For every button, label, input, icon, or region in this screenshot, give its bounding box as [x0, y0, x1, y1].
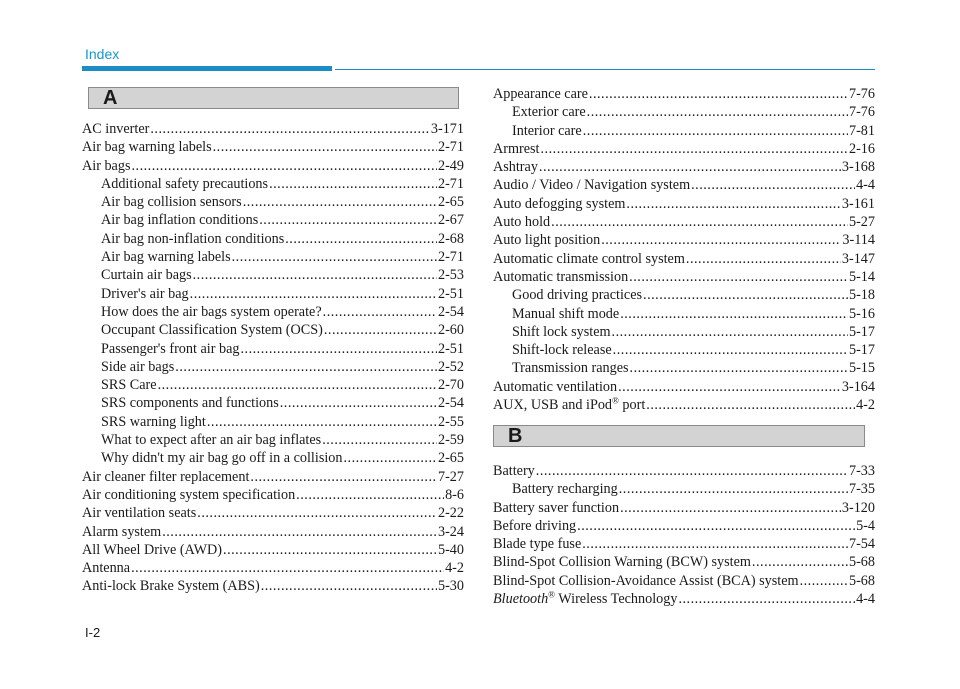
index-entry-term: Why didn't my air bag go off in a collision [101, 450, 343, 467]
dot-leader [686, 250, 841, 268]
index-entry-term: Driver's air bag [101, 285, 189, 302]
index-entry[interactable] [82, 285, 464, 303]
index-entry[interactable] [82, 559, 464, 577]
index-entry-name [101, 285, 189, 303]
index-entry-name [493, 378, 617, 396]
index-entry-page: 2-65 [437, 194, 464, 211]
index-entry-page: 5-17 [848, 323, 875, 340]
dot-leader [691, 176, 855, 194]
dot-leader [190, 285, 437, 303]
index-entry-name [82, 559, 130, 577]
index-entry-name [512, 286, 642, 304]
index-entry[interactable] [82, 376, 464, 394]
index-entry-name [512, 103, 586, 121]
index-entry-name [101, 321, 323, 339]
index-entry-name [101, 449, 342, 467]
index-entry-name [82, 468, 249, 486]
index-entry-name [493, 590, 677, 608]
dot-leader [612, 323, 848, 341]
index-entry-page: 2-70 [437, 377, 464, 394]
dot-leader [541, 140, 848, 158]
index-entry-name [512, 323, 611, 341]
dot-leader [589, 85, 848, 103]
dot-leader [261, 577, 437, 595]
index-entry-page: 7-27 [437, 468, 464, 485]
index-entry-page: 2-71 [437, 139, 464, 156]
index-entry[interactable] [493, 268, 875, 286]
index-entry-page: 4-2 [856, 397, 875, 414]
index-entry-term: Air bag warning labels [101, 249, 231, 266]
index-entry-page: 7-76 [848, 86, 875, 102]
index-entry-page: 7-76 [848, 104, 875, 121]
index-entry[interactable] [82, 413, 464, 431]
index-entry-page: 5-4 [856, 517, 875, 534]
index-entry-term: Battery [493, 463, 535, 479]
index-entry-page: 2-71 [437, 175, 464, 192]
index-entry-page: 2-51 [437, 340, 464, 357]
index-entry-page: 5-16 [848, 305, 875, 322]
index-entry[interactable] [493, 85, 875, 103]
index-entry-page: 2-55 [437, 413, 464, 430]
index-entry-page: 3-147 [841, 250, 875, 267]
index-entry-name [101, 248, 231, 266]
index-entry-name [493, 195, 625, 213]
page-header-title: Index [85, 46, 120, 62]
dot-leader [629, 268, 848, 286]
index-entry-page: 2-49 [437, 157, 464, 174]
index-entry-page: 2-71 [437, 249, 464, 266]
dot-leader [678, 590, 855, 608]
index-entry[interactable] [82, 523, 464, 541]
index-entry-name [512, 480, 618, 498]
index-entry[interactable] [493, 572, 875, 590]
index-entry-name [82, 486, 295, 504]
index-entry[interactable] [493, 250, 875, 268]
dot-leader [618, 378, 841, 396]
index-entry-name [101, 230, 284, 248]
index-entry[interactable] [493, 341, 875, 359]
index-entry-term: Air ventilation seats [82, 505, 197, 522]
index-entry-name [493, 176, 690, 194]
index-entry[interactable] [82, 321, 464, 339]
index-entry[interactable] [82, 138, 464, 156]
index-entry-term: Side air bags [101, 358, 175, 375]
index-entry-page: 2-51 [437, 285, 464, 302]
index-entry[interactable] [493, 176, 875, 194]
index-entry-term: Manual shift mode [512, 305, 620, 322]
dot-leader [232, 248, 437, 266]
index-entry-name [101, 266, 192, 284]
index-entry-term: Transmission ranges [512, 360, 629, 377]
section-letter-a: A [103, 87, 118, 109]
index-entry-name [512, 122, 582, 140]
index-entry[interactable] [82, 449, 464, 467]
index-entry-term: Auto defogging system [493, 195, 626, 212]
index-entry-term: AUX, USB and iPod [493, 397, 613, 414]
dot-leader [158, 376, 437, 394]
index-entry-name [101, 303, 322, 321]
index-entry-name [101, 431, 321, 449]
index-entry-name [101, 376, 157, 394]
index-entry-name [493, 158, 538, 176]
index-entry-page: 3-114 [842, 232, 875, 249]
index-entry[interactable] [493, 499, 875, 517]
index-entry-term: Ashtray [493, 159, 538, 176]
index-entry-page: 7-81 [848, 122, 875, 139]
index-entry-name [101, 175, 268, 193]
index-entry[interactable] [493, 231, 875, 249]
section-header-b [493, 425, 865, 447]
index-entry-page: 8-6 [445, 486, 464, 503]
index-entry-term: Shift-lock release [512, 342, 612, 359]
index-entry-term: Blind-Spot Collision Warning (BCW) system [493, 554, 751, 571]
index-entry[interactable] [82, 157, 464, 175]
dot-leader [213, 138, 437, 156]
index-entry-name [101, 211, 258, 229]
index-entry-term: Battery saver function [493, 499, 620, 516]
index-entry-term: Passenger's front air bag [101, 340, 240, 357]
index-entry-page: 3-120 [841, 499, 875, 516]
index-entry[interactable] [493, 462, 875, 480]
index-entry-page: 2-68 [437, 230, 464, 247]
index-entry-name [493, 213, 550, 231]
index-entry[interactable] [493, 140, 875, 158]
index-entry-term: Automatic ventilation [493, 378, 618, 395]
index-entry-page: 5-15 [848, 360, 875, 377]
index-entry-page: 4-4 [856, 177, 875, 194]
index-entry-name [82, 120, 149, 138]
index-entry-page: 5-68 [848, 572, 875, 589]
dot-leader [197, 504, 437, 522]
index-entry-page: 3-164 [841, 378, 875, 395]
index-entry-term: Antenna [82, 560, 131, 577]
index-entry-term: Air bag non-inflation conditions [101, 230, 285, 247]
index-entry-page: 5-68 [848, 554, 875, 571]
dot-leader [620, 305, 848, 323]
index-entry[interactable] [493, 590, 875, 608]
index-entry-term: What to expect after an air bag inflates [101, 432, 322, 449]
index-entry[interactable] [493, 396, 875, 414]
index-entry-page: 3-171 [430, 121, 464, 137]
dot-leader [577, 517, 855, 535]
index-entry-page: 5-14 [848, 268, 875, 285]
dot-leader [551, 213, 848, 231]
index-entry-name [493, 499, 619, 517]
index-entry-name [493, 85, 588, 103]
index-entry[interactable] [493, 122, 875, 140]
index-entry-term: Automatic transmission [493, 268, 629, 285]
dot-leader [587, 103, 848, 121]
dot-leader [646, 396, 855, 414]
dot-leader [131, 559, 444, 577]
index-entry-term: Auto light position [493, 232, 601, 249]
index-entry-page: 5-27 [848, 214, 875, 231]
index-entry-name [82, 541, 222, 559]
dot-leader [296, 486, 444, 504]
index-entry-term-suffix: port [618, 397, 646, 414]
index-entry-term: Air cleaner filter replacement [82, 468, 250, 485]
index-entry-page: 5-18 [848, 287, 875, 304]
index-entry-name [493, 140, 540, 158]
index-entry[interactable] [82, 394, 464, 412]
dot-leader [613, 341, 848, 359]
index-entry-page: 4-2 [445, 560, 464, 577]
index-entry-name [493, 517, 576, 535]
dot-leader [322, 431, 437, 449]
index-entry[interactable] [493, 195, 875, 213]
index-entry-term: All Wheel Drive (AWD) [82, 541, 223, 558]
dot-leader [259, 211, 437, 229]
dot-leader [285, 230, 437, 248]
index-entry-name [512, 305, 619, 323]
dot-leader [243, 193, 437, 211]
index-list-a-continued [493, 85, 875, 414]
index-entry-term: Exterior care [512, 104, 586, 121]
index-entry-name [82, 157, 130, 175]
index-entry[interactable] [82, 431, 464, 449]
index-entry[interactable] [82, 468, 464, 486]
index-entry-term: SRS warning light [101, 413, 206, 430]
dot-leader [324, 321, 437, 339]
index-entry-term: Shift lock system [512, 323, 611, 340]
dot-leader [162, 523, 437, 541]
index-entry-term: Auto hold [493, 214, 551, 231]
registered-mark: ® [548, 589, 556, 600]
index-entry-name [493, 231, 600, 249]
index-entry-term: Occupant Classification System (OCS) [101, 322, 323, 339]
index-entry-term: Battery recharging [512, 481, 618, 498]
section-letter-b: B [508, 425, 523, 447]
dot-leader [150, 120, 430, 138]
index-entry-page: 3-24 [437, 523, 464, 540]
index-entry-name [82, 138, 212, 156]
dot-leader [539, 158, 841, 176]
index-entry-name [493, 462, 535, 480]
index-entry-term: Armrest [493, 140, 540, 157]
index-entry-term: Appearance care [493, 86, 588, 102]
index-entry-term: Bluetooth [493, 591, 549, 608]
dot-leader [620, 499, 841, 517]
index-entry-term: Anti-lock Brake System (ABS) [82, 578, 260, 595]
index-entry-name [82, 523, 161, 541]
index-entry[interactable] [82, 358, 464, 376]
dot-leader [626, 195, 840, 213]
index-entry-name [82, 504, 196, 522]
index-entry-term: Additional safety precautions [101, 175, 269, 192]
index-entry-page: 2-60 [437, 322, 464, 339]
index-entry[interactable] [493, 323, 875, 341]
index-column-right-b [493, 462, 875, 608]
index-entry-page: 4-4 [856, 591, 875, 608]
index-entry-term: Blind-Spot Collision-Avoidance Assist (BCA) system [493, 572, 799, 589]
dot-leader [536, 462, 848, 480]
dot-leader [343, 449, 437, 467]
index-entry-name [493, 250, 685, 268]
index-entry-page: 7-54 [848, 536, 875, 553]
index-entry-name [101, 193, 242, 211]
index-entry[interactable] [82, 230, 464, 248]
index-entry[interactable] [82, 248, 464, 266]
index-entry[interactable] [493, 213, 875, 231]
dot-leader [207, 413, 437, 431]
index-entry[interactable] [82, 211, 464, 229]
dot-leader [323, 303, 437, 321]
index-entry-term: AC inverter [82, 121, 150, 137]
index-entry-term: Audio / Video / Navigation system [493, 177, 691, 194]
index-entry-name [82, 577, 260, 595]
page-number: I-2 [85, 625, 101, 640]
index-entry-page: 5-17 [848, 342, 875, 359]
index-entry-name [493, 396, 645, 414]
dot-leader [752, 553, 848, 571]
registered-mark: ® [612, 395, 619, 406]
index-entry-page: 2-59 [437, 432, 464, 449]
dot-leader [619, 480, 848, 498]
index-entry[interactable] [493, 480, 875, 498]
index-entry[interactable] [82, 504, 464, 522]
index-entry-page: 7-33 [848, 463, 875, 479]
index-entry-name [101, 358, 174, 376]
index-entry[interactable] [82, 120, 464, 138]
index-entry-page: 2-54 [437, 395, 464, 412]
index-column-right [493, 85, 875, 414]
index-entry-name [493, 535, 581, 553]
dot-leader [280, 394, 437, 412]
index-entry[interactable] [82, 541, 464, 559]
index-entry-page: 2-52 [437, 358, 464, 375]
index-entry-term: Automatic climate control system [493, 250, 685, 267]
index-entry[interactable] [493, 305, 875, 323]
index-entry-name [512, 341, 612, 359]
index-entry-page: 2-16 [848, 140, 875, 157]
index-entry-name [101, 413, 206, 431]
index-entry-page: 3-161 [841, 195, 875, 212]
dot-leader [582, 535, 848, 553]
index-entry[interactable] [82, 266, 464, 284]
index-entry-term: Air bag inflation conditions [101, 212, 259, 229]
index-entry-name [512, 359, 629, 377]
index-entry[interactable] [493, 553, 875, 571]
index-entry-term: Before driving [493, 517, 577, 534]
dot-leader [601, 231, 841, 249]
index-entry-term: Curtain air bags [101, 267, 192, 284]
dot-leader [240, 340, 437, 358]
index-entry-page: 7-35 [848, 481, 875, 498]
index-entry[interactable] [493, 158, 875, 176]
index-entry-term: Blade type fuse [493, 536, 582, 553]
index-entry[interactable] [82, 175, 464, 193]
index-entry[interactable] [82, 486, 464, 504]
header-rule-thick [82, 66, 332, 71]
dot-leader [800, 572, 848, 590]
index-entry[interactable] [493, 359, 875, 377]
index-entry-term: Good driving practices [512, 287, 643, 304]
index-entry-term: Air conditioning system specification [82, 486, 296, 503]
section-header-a [88, 87, 459, 109]
index-entry[interactable] [82, 193, 464, 211]
index-entry-term: Interior care [512, 122, 582, 139]
index-entry-name [101, 340, 239, 358]
dot-leader [175, 358, 437, 376]
index-entry-term: Air bags [82, 157, 131, 174]
index-entry[interactable] [493, 535, 875, 553]
index-entry-term: How does the air bags system operate? [101, 303, 322, 320]
index-entry-page: 2-67 [437, 212, 464, 229]
dot-leader [193, 266, 437, 284]
dot-leader [643, 286, 848, 304]
dot-leader [269, 175, 437, 193]
index-entry-name [493, 553, 751, 571]
index-entry-page: 3-168 [841, 159, 875, 176]
index-entry-term: SRS Care [101, 377, 157, 394]
index-entry-name [493, 572, 799, 590]
index-entry-page: 2-65 [437, 450, 464, 467]
dot-leader [630, 359, 848, 377]
index-entry[interactable] [493, 286, 875, 304]
index-entry[interactable] [493, 517, 875, 535]
index-entry-term: SRS components and functions [101, 395, 279, 412]
index-entry-term: Alarm system [82, 523, 162, 540]
header-rule-thin [335, 69, 875, 70]
index-entry-page: 5-40 [437, 541, 464, 558]
index-entry[interactable] [82, 577, 464, 595]
index-entry-page: 2-53 [437, 267, 464, 284]
dot-leader [583, 122, 848, 140]
dot-leader [250, 468, 437, 486]
index-column-left [82, 120, 464, 596]
index-entry-name [493, 268, 628, 286]
index-entry[interactable] [82, 340, 464, 358]
index-entry[interactable] [493, 378, 875, 396]
index-entry[interactable] [82, 303, 464, 321]
dot-leader [131, 157, 437, 175]
index-entry-term: Air bag warning labels [82, 139, 212, 156]
dot-leader [223, 541, 437, 559]
index-entry-page: 2-22 [437, 505, 464, 522]
index-entry-term: Air bag collision sensors [101, 194, 242, 211]
index-entry-name [101, 394, 279, 412]
index-entry[interactable] [493, 103, 875, 121]
index-entry-term-suffix: Wireless Technology [555, 591, 678, 608]
index-entry-page: 2-54 [437, 303, 464, 320]
index-entry-page: 5-30 [437, 578, 464, 595]
